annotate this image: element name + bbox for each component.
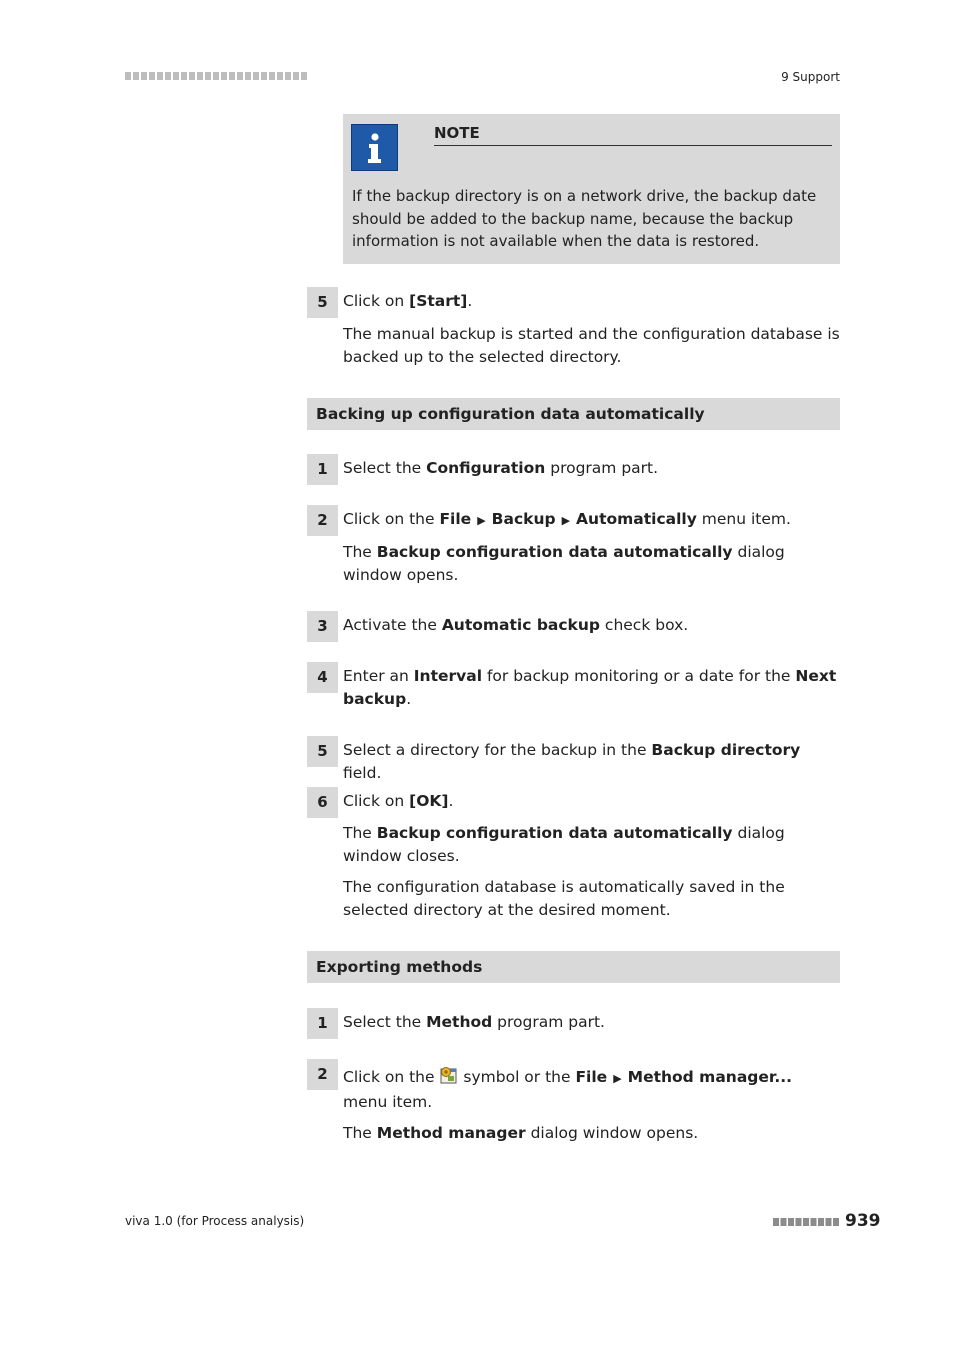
step-instruction: Click on [Start]. (343, 292, 473, 310)
triangle-right-icon: ▶ (561, 514, 571, 527)
footer-product: viva 1.0 (for Process analysis) (125, 1214, 305, 1228)
step-description: The Backup configuration data automatically dialog window opens. (343, 543, 785, 584)
step-description: The Backup configuration data automatically dialog window closes. (343, 824, 785, 865)
step-instruction: Click on the symbol or the File ▶ Method manager... menu item. (343, 1068, 792, 1111)
section-heading: Exporting methods (307, 951, 840, 983)
header-section-title: 9 Support (781, 70, 840, 84)
footer-decoration (773, 1218, 839, 1226)
note-divider (434, 145, 832, 146)
step-number: 5 (307, 287, 338, 318)
step-instruction: Click on [OK]. (343, 792, 454, 810)
header-decoration (125, 72, 307, 80)
step-instruction: Select the Configuration program part. (343, 459, 659, 477)
step-number: 4 (307, 662, 338, 693)
step-number: 3 (307, 611, 338, 642)
triangle-right-icon: ▶ (613, 1072, 622, 1085)
step-number: 1 (307, 1008, 338, 1039)
step-number: 1 (307, 454, 338, 485)
section-heading: Backing up configuration data automatically (307, 398, 840, 430)
step-number: 5 (307, 736, 338, 767)
note-text: If the backup directory is on a network drive, the backup date should be added to the backup name, because the backup information is not available when the data is restored. (352, 187, 817, 250)
step-description: The Method manager dialog window opens. (343, 1124, 699, 1142)
step-instruction: Enter an Interval for backup monitoring or a date for the Next backup. (343, 667, 837, 708)
page-number: 939 (845, 1211, 881, 1231)
step-instruction: Click on the File ▶ Backup ▶ Automatically menu item. (343, 510, 791, 528)
step-instruction: Select a directory for the backup in the Backup directory field. (343, 741, 801, 782)
triangle-right-icon: ▶ (477, 514, 486, 527)
note-title: NOTE (434, 124, 480, 142)
step-instruction: Activate the Automatic backup check box. (343, 616, 689, 634)
step-description: The manual backup is started and the configuration database is backed up to the selected directory. (343, 325, 840, 366)
step-instruction: Select the Method program part. (343, 1013, 605, 1031)
step-description: The configuration database is automatically saved in the selected directory at the desired moment. (343, 878, 785, 919)
step-number: 2 (307, 505, 338, 536)
step-number: 6 (307, 787, 338, 818)
step-number: 2 (307, 1059, 338, 1090)
method-manager-icon (439, 1066, 458, 1085)
info-icon (351, 124, 398, 171)
